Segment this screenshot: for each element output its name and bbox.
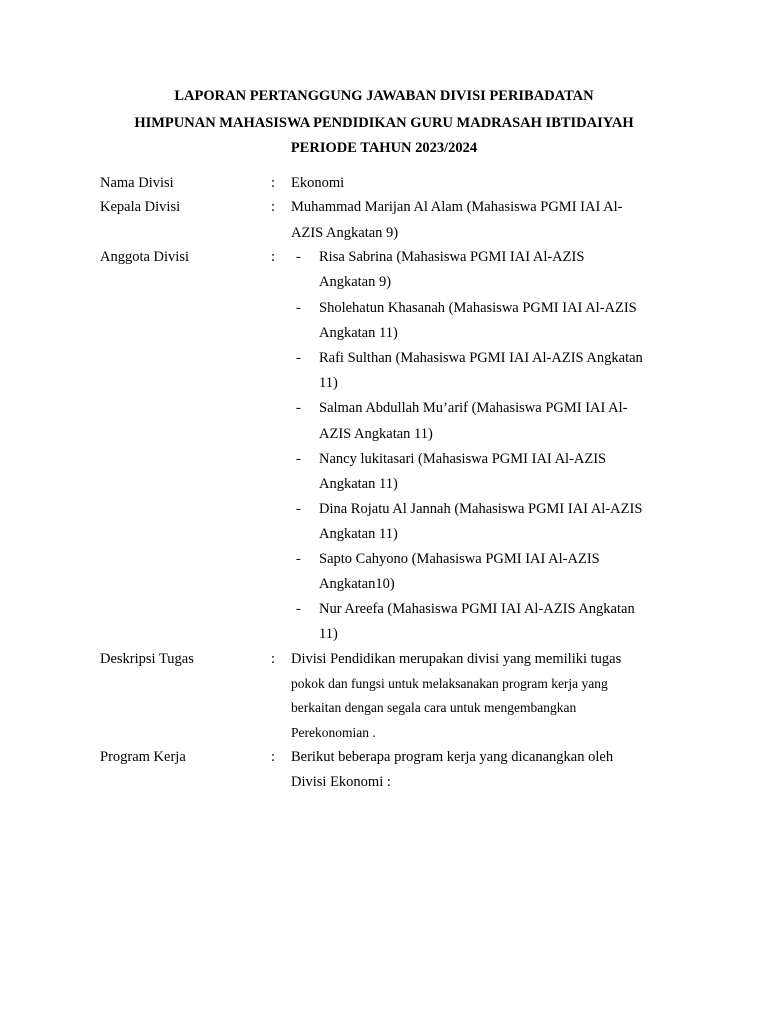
- program-kerja-line: Berikut beberapa program kerja yang dicanangkan oleh: [291, 749, 614, 765]
- member-line: Angkatan 9): [319, 274, 392, 290]
- nama-divisi-value: Ekonomi: [291, 175, 345, 191]
- member-line: AZIS Angkatan 11): [319, 426, 433, 442]
- program-kerja-line: Divisi Ekonomi :: [291, 774, 391, 790]
- deskripsi-tugas-line: Perekonomian .: [291, 725, 376, 740]
- member-line: Angkatan 11): [319, 325, 398, 341]
- member-line: Angkatan 11): [319, 476, 398, 492]
- member-line: Rafi Sulthan (Mahasiswa PGMI IAI Al-AZIS Angkatan: [319, 350, 643, 366]
- kepala-divisi-label: Kepala Divisi: [100, 199, 181, 215]
- member-line: Nur Areefa (Mahasiswa PGMI IAI Al-AZIS Angkatan: [319, 601, 635, 617]
- organization-title: HIMPUNAN MAHASISWA PENDIDIKAN GURU MADRASAH IBTIDAIYAH: [134, 115, 634, 131]
- member-dash: -: [296, 451, 301, 467]
- program-kerja-label: Program Kerja: [100, 749, 186, 765]
- member-dash: -: [296, 400, 301, 416]
- period-title: PERIODE TAHUN 2023/2024: [290, 140, 478, 156]
- anggota-divisi-label: Anggota Divisi: [100, 249, 190, 265]
- member-dash: -: [296, 551, 301, 567]
- member-line: Angkatan 11): [319, 526, 398, 542]
- member-line: Sholehatun Khasanah (Mahasiswa PGMI IAI Al-AZIS: [319, 300, 637, 316]
- anggota-divisi-colon: :: [271, 249, 276, 265]
- deskripsi-tugas-label: Deskripsi Tugas: [100, 651, 194, 667]
- deskripsi-tugas-colon: :: [271, 651, 276, 667]
- nama-divisi-colon: :: [271, 175, 276, 191]
- nama-divisi-label: Nama Divisi: [100, 175, 174, 191]
- member-line: Risa Sabrina (Mahasiswa PGMI IAI Al-AZIS: [319, 249, 585, 265]
- kepala-divisi-colon: :: [271, 199, 276, 215]
- member-line: Nancy lukitasari (Mahasiswa PGMI IAI Al-AZIS: [319, 451, 607, 467]
- member-dash: -: [296, 300, 301, 316]
- member-line: Salman Abdullah Mu’arif (Mahasiswa PGMI IAI Al-: [319, 400, 628, 416]
- member-line: Dina Rojatu Al Jannah (Mahasiswa PGMI IAI Al-AZIS: [319, 501, 643, 517]
- kepala-divisi-value-line: Muhammad Marijan Al Alam (Mahasiswa PGMI IAI Al-: [291, 199, 623, 215]
- member-line: Sapto Cahyono (Mahasiswa PGMI IAI Al-AZIS: [319, 551, 600, 567]
- program-kerja-colon: :: [271, 749, 276, 765]
- member-dash: -: [296, 350, 301, 366]
- kepala-divisi-value-line: AZIS Angkatan 9): [291, 225, 399, 241]
- deskripsi-tugas-line: berkaitan dengan segala cara untuk mengembangkan: [291, 700, 577, 715]
- report-title: LAPORAN PERTANGGUNG JAWABAN DIVISI PERIBADATAN: [174, 88, 594, 104]
- member-line: 11): [319, 626, 338, 642]
- member-dash: -: [296, 501, 301, 517]
- member-dash: -: [296, 249, 301, 265]
- deskripsi-tugas-line: pokok dan fungsi untuk melaksanakan program kerja yang: [291, 676, 608, 691]
- deskripsi-tugas-line: Divisi Pendidikan merupakan divisi yang memiliki tugas: [291, 651, 622, 667]
- member-dash: -: [296, 601, 301, 617]
- member-line: Angkatan10): [319, 576, 395, 592]
- member-line: 11): [319, 375, 338, 391]
